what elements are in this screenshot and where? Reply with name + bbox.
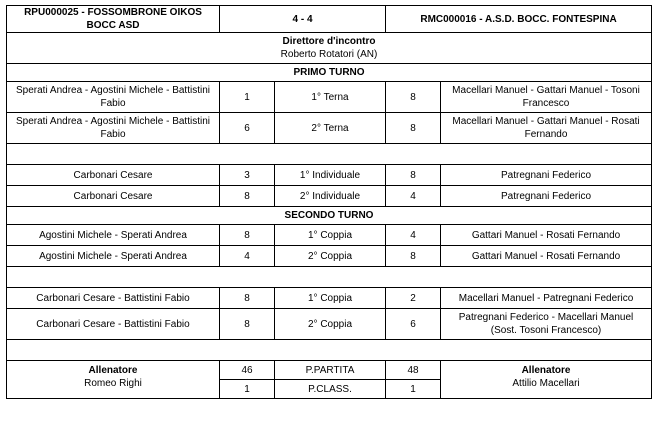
game-row <box>7 186 652 207</box>
home-players: Sperati Andrea - Agostini Michele - Battistini Fabio <box>7 113 220 144</box>
away-team: RMC000016 - A.S.D. BOCC. FONTESPINA <box>386 6 652 33</box>
away-points: 6 <box>386 309 441 340</box>
away-points: 2 <box>386 288 441 309</box>
partita-label: P.PARTITA <box>275 361 386 380</box>
spacer-row <box>7 267 652 288</box>
director-name: Roberto Rotatori (AN) <box>280 49 378 60</box>
game-type: 1° Coppia <box>275 225 386 246</box>
away-players: Patregnani Federico <box>441 186 652 207</box>
home-class-points: 1 <box>220 380 275 399</box>
home-points: 8 <box>220 186 275 207</box>
game-row <box>7 288 652 309</box>
first-round-title: PRIMO TURNO <box>7 64 652 82</box>
away-players: Macellari Manuel - Gattari Manuel - Rosati Fernando <box>441 113 652 144</box>
away-points: 4 <box>386 225 441 246</box>
director-label: Direttore d'incontro <box>282 36 376 47</box>
home-points: 8 <box>220 309 275 340</box>
home-points: 6 <box>220 113 275 144</box>
home-players: Sperati Andrea - Agostini Michele - Battistini Fabio <box>7 82 220 113</box>
away-points: 8 <box>386 113 441 144</box>
director-row <box>7 33 652 64</box>
away-points: 8 <box>386 82 441 113</box>
game-row <box>7 165 652 186</box>
home-points: 3 <box>220 165 275 186</box>
home-points: 1 <box>220 82 275 113</box>
game-type: 2° Coppia <box>275 246 386 267</box>
away-players: Patregnani Federico - Macellari Manuel (Sost. Tosoni Francesco) <box>441 309 652 340</box>
home-team: RPU000025 - FOSSOMBRONE OIKOS BOCC ASD <box>7 6 220 33</box>
home-partita-points: 46 <box>220 361 275 380</box>
home-points: 8 <box>220 225 275 246</box>
game-type: 2° Terna <box>275 113 386 144</box>
away-coach <box>441 361 652 399</box>
home-points: 8 <box>220 288 275 309</box>
section-title-first <box>7 64 652 82</box>
game-type: 1° Coppia <box>275 288 386 309</box>
away-players: Macellari Manuel - Patregnani Federico <box>441 288 652 309</box>
away-players: Gattari Manuel - Rosati Fernando <box>441 225 652 246</box>
game-type: 1° Individuale <box>275 165 386 186</box>
game-row <box>7 225 652 246</box>
away-points: 8 <box>386 165 441 186</box>
away-coach-name: Attilio Macellari <box>512 378 580 389</box>
away-players: Gattari Manuel - Rosati Fernando <box>441 246 652 267</box>
spacer-row <box>7 340 652 361</box>
header-row <box>7 6 652 33</box>
class-label: P.CLASS. <box>275 380 386 399</box>
away-coach-label: Allenatore <box>521 365 571 376</box>
home-players: Agostini Michele - Sperati Andrea <box>7 246 220 267</box>
home-coach-label: Allenatore <box>88 365 138 376</box>
away-players: Macellari Manuel - Gattari Manuel - Tosoni Francesco <box>441 82 652 113</box>
home-players: Carbonari Cesare - Battistini Fabio <box>7 309 220 340</box>
spacer-row <box>7 144 652 165</box>
game-type: 1° Terna <box>275 82 386 113</box>
game-type: 2° Coppia <box>275 309 386 340</box>
home-coach-name: Romeo Righi <box>84 378 142 389</box>
section-title-second <box>7 207 652 225</box>
home-coach <box>7 361 220 399</box>
home-players: Carbonari Cesare - Battistini Fabio <box>7 288 220 309</box>
match-score: 4 - 4 <box>220 6 386 33</box>
game-type: 2° Individuale <box>275 186 386 207</box>
away-partita-points: 48 <box>386 361 441 380</box>
home-players: Carbonari Cesare <box>7 186 220 207</box>
home-players: Carbonari Cesare <box>7 165 220 186</box>
away-players: Patregnani Federico <box>441 165 652 186</box>
second-round-title: SECONDO TURNO <box>7 207 652 225</box>
score-table <box>6 5 652 399</box>
game-row <box>7 309 652 340</box>
game-row <box>7 246 652 267</box>
home-players: Agostini Michele - Sperati Andrea <box>7 225 220 246</box>
away-class-points: 1 <box>386 380 441 399</box>
away-points: 4 <box>386 186 441 207</box>
away-points: 8 <box>386 246 441 267</box>
game-row <box>7 82 652 113</box>
home-points: 4 <box>220 246 275 267</box>
footer-row-partita <box>7 361 652 380</box>
game-row <box>7 113 652 144</box>
